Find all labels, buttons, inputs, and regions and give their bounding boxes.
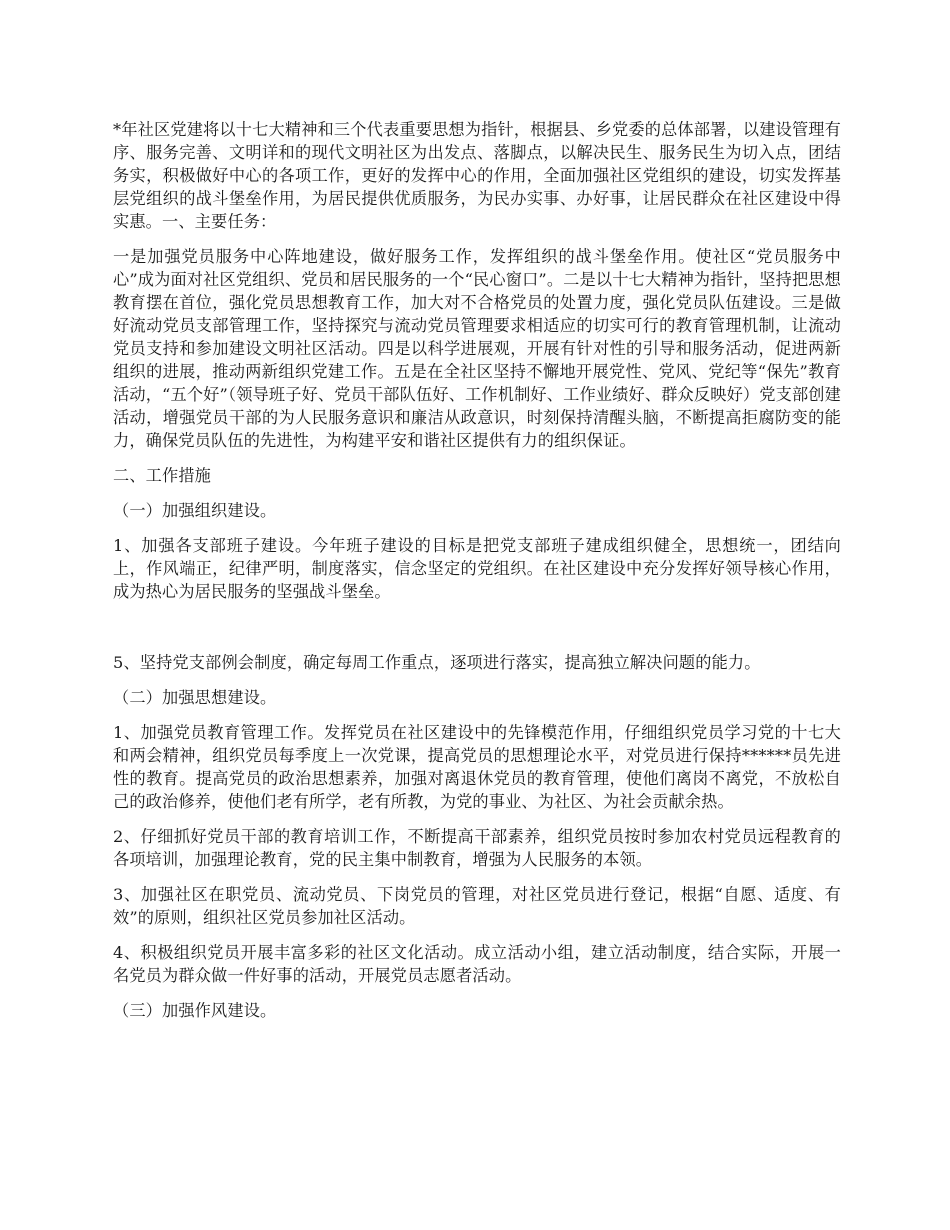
tasks-paragraph: 一是加强党员服务中心阵地建设，做好服务工作，发挥组织的战斗堡垒作用。使社区“党员服务中心”成为面对社区党组织、党员和居民服务的一个“民心窗口”。二是以十七大精神为指针，坚持把思想教育摆在首位，强化党员思想教育工作，加大对不合格党员的处置力度，强化党员队伍建设。三是做好流动党员支部管理工作，坚持探究与流动党员管理要求相适应的切实可行的教育管理机制，让流动党员支持和参加建设文明社区活动。四是以科学进展观，开展有针对性的引导和服务活动，促进两新组织的进展，推动两新组织党建工作。五是在全社区坚持不懈地开展党性、党风、党纪等“保先”教育活动，“五个好”（领导班子好、党员干部队伍好、工作机制好、工作业绩好、群众反映好）党支部创建活动，增强党员干部的为人民服务意识和廉洁从政意识，时刻保持清醒头脑，不断提高拒腐防变的能力，确保党员队伍的先进性，为构建平安和谐社区提供有力的组织保证。	[113, 247, 841, 450]
document-page	[113, 118, 841, 1034]
organization-item-5: 5、坚持党支部例会制度，确定每周工作重点，逐项进行落实，提高独立解决问题的能力。	[113, 653, 761, 672]
ideology-item-3: 3、加强社区在职党员、流动党员、下岗党员的管理，对社区党员进行登记，根据“自愿、适度、有效”的原则，组织社区党员参加社区活动。	[113, 885, 841, 927]
section-heading-measures: 二、工作措施	[113, 466, 212, 485]
ideology-item-2: 2、仔细抓好党员干部的教育培训工作，不断提高干部素养，组织党员按时参加农村党员远程教育的各项培训，加强理论教育，党的民主集中制教育，增强为人民服务的本领。	[113, 827, 841, 869]
subsection-heading-organization: （一）加强组织建设。	[113, 501, 277, 520]
blank-gap	[113, 615, 841, 651]
ideology-item-4: 4、积极组织党员开展丰富多彩的社区文化活动。成立活动小组，建立活动制度，结合实际，开展一名党员为群众做一件好事的活动，开展党员志愿者活动。	[113, 943, 841, 985]
intro-paragraph: *年社区党建将以十七大精神和三个代表重要思想为指针，根据县、乡党委的总体部署，以建设管理有序、服务完善、文明详和的现代文明社区为出发点、落脚点，以解决民生、服务民生为切入点，团结务实，积极做好中心的各项工作，更好的发挥中心的作用，全面加强社区党组织的建设，切实发挥基层党组织的战斗堡垒作用，为居民提供优质服务，为民办实事、办好事，让居民群众在社区建设中得实惠。一、主要任务：	[113, 120, 841, 231]
organization-item-1: 1、加强各支部班子建设。今年班子建设的目标是把党支部班子建成组织健全，思想统一，团结向上，作风端正，纪律严明，制度落实，信念坚定的党组织。在社区建设中充分发挥好领导核心作用，成为热心为居民服务的坚强战斗堡垒。	[113, 536, 841, 601]
ideology-item-1: 1、加强党员教育管理工作。发挥党员在社区建设中的先锋模范作用，仔细组织党员学习党的十七大和两会精神，组织党员每季度上一次党课，提高党员的思想理论水平，对党员进行保持******员先进性的教育。提高党员的政治思想素养，加强对离退休党员的教育管理，使他们离岗不离党，不放松自己的政治修养，使他们老有所学，老有所教，为党的事业、为社区、为社会贡献余热。	[113, 723, 841, 811]
subsection-heading-ideology: （二）加强思想建设。	[113, 688, 277, 707]
subsection-heading-style: （三）加强作风建设。	[113, 1001, 277, 1020]
